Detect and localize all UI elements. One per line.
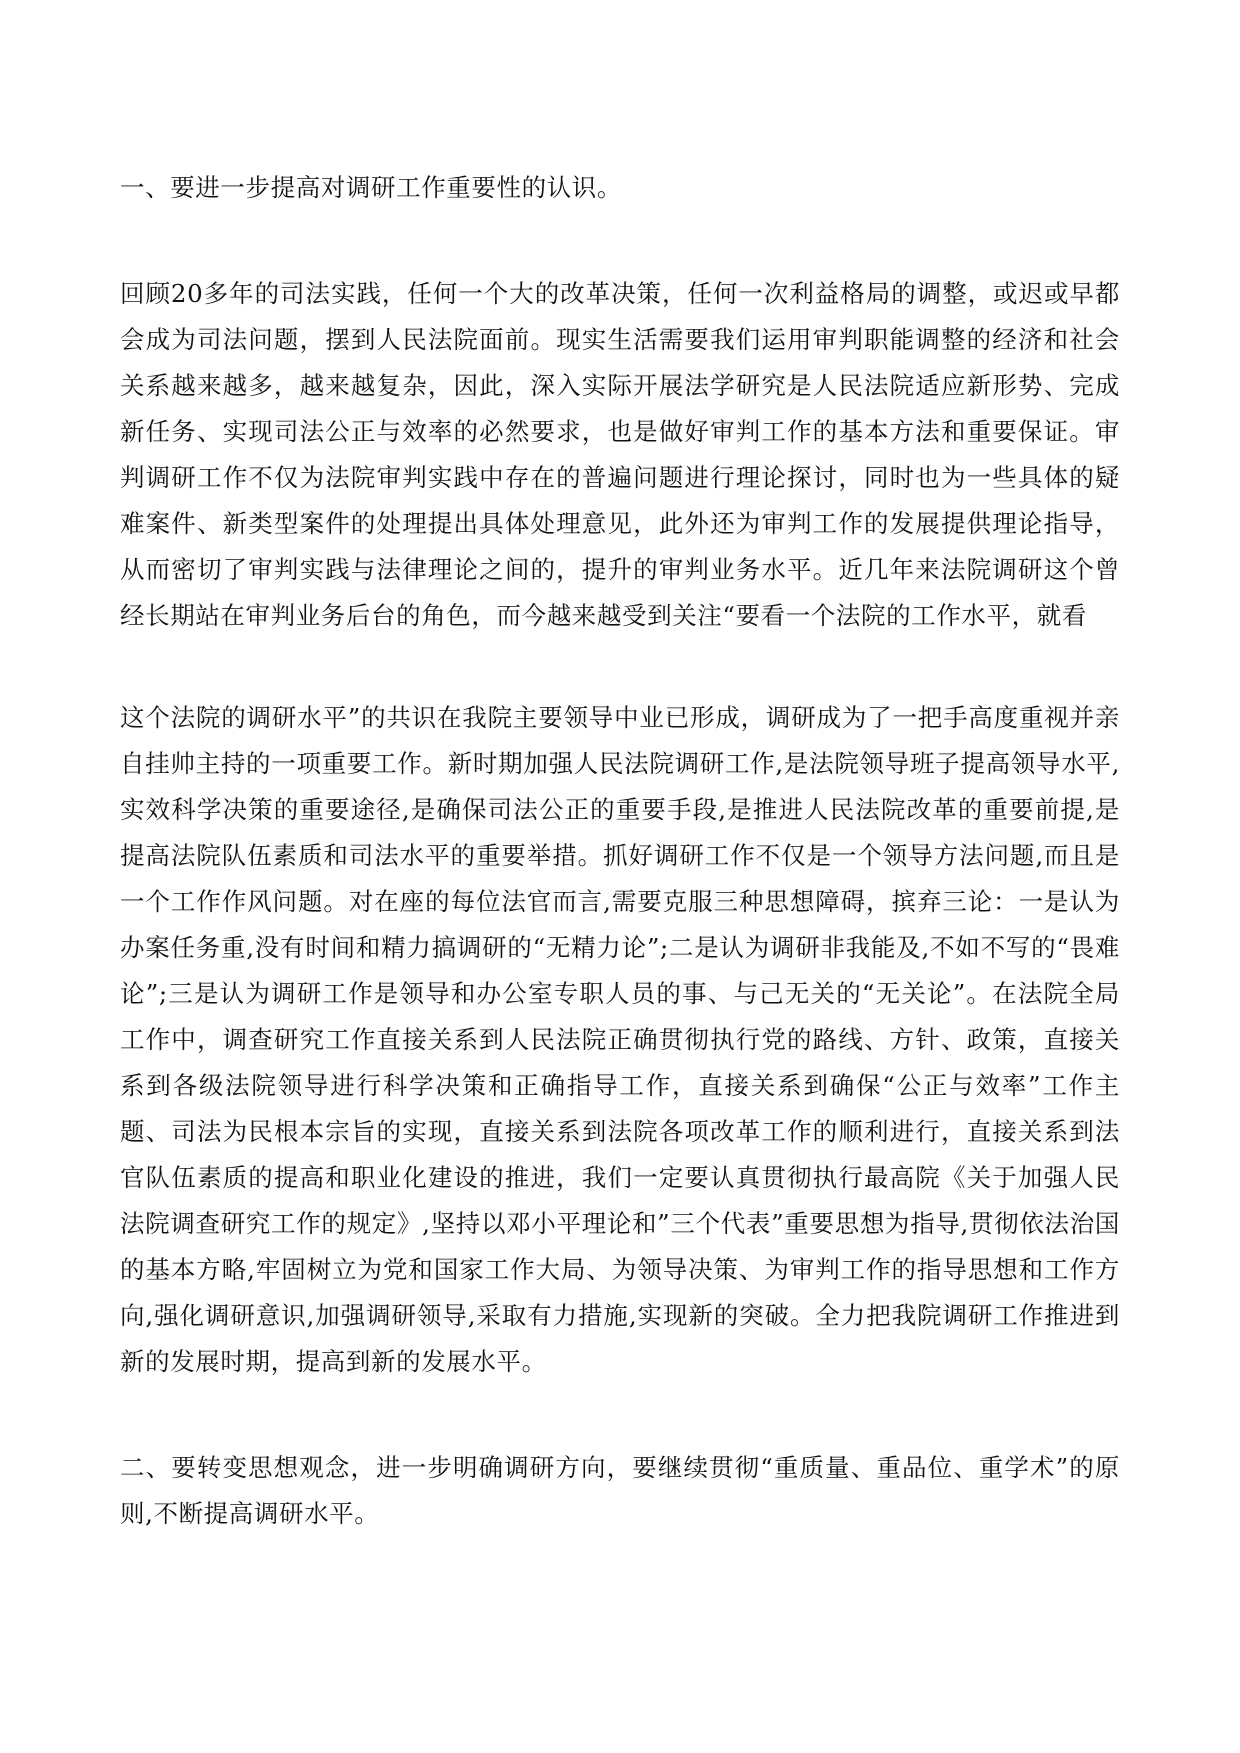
paragraph-1: 回顾20多年的司法实践，任何一个大的改革决策，任何一次利益格局的调整，或迟或早都会成为司法问题，摆到人民法院面前。现实生活需要我们运用审判职能调整的经济和社会关系越来越多，越来越复杂，因此，深入实际开展法学研究是人民法院适应新形势、完成新任务、实现司法公正与效率的必然要求，也是做好审判工作的基本方法和重要保证。审判调研工作不仅为法院审判实践中存在的普遍问题进行理论探讨，同时也为一些具体的疑难案件、新类型案件的处理提出具体处理意见，此外还为审判工作的发展提供理论指导，从而密切了审判实践与法律理论之间的，提升的审判业务水平。近几年来法院调研这个曾经长期站在审判业务后台的角色，而今越来越受到关注“要看一个法院的工作水平，就看 (120, 279, 1120, 630)
section-2-heading: 二、要转变思想观念，进一步明确调研方向，要继续贯彻“重质量、重品位、重学术”的原则,不断提高调研水平。 (120, 1453, 1120, 1528)
section-1-heading: 一、要进一步提高对调研工作重要性的认识。 (120, 173, 622, 202)
paragraph-2: 这个法院的调研水平”的共识在我院主要领导中业已形成，调研成为了一把手高度重视并亲自挂帅主持的一项重要工作。新时期加强人民法院调研工作,是法院领导班子提高领导水平,实效科学决策的重要途径,是确保司法公正的重要手段,是推进人民法院改革的重要前提,是提高法院队伍素质和司法水平的重要举措。抓好调研工作不仅是一个领导方法问题,而且是一个工作作风问题。对在座的每位法官而言,需要克服三种思想障碍，摈弃三论：一是认为办案任务重,没有时间和精力搞调研的“无精力论”;二是认为调研非我能及,不如不写的“畏难论”;三是认为调研工作是领导和办公室专职人员的事、与己无关的“无关论”。在法院全局工作中，调查研究工作直接关系到人民法院正确贯彻执行党的路线、方针、政策，直接关系到各级法院领导进行科学决策和正确指导工作，直接关系到确保“公正与效率”工作主题、司法为民根本宗旨的实现，直接关系到法院各项改革工作的顺利进行，直接关系到法官队伍素质的提高和职业化建设的推进，我们一定要认真贯彻执行最高院《关于加强人民法院调查研究工作的规定》,坚持以邓小平理论和”三个代表”重要思想为指导,贯彻依法治国的基本方略,牢固树立为党和国家工作大局、为领导决策、为审判工作的指导思想和工作方向,强化调研意识,加强调研领导,采取有力措施,实现新的突破。全力把我院调研工作推进到新的发展时期，提高到新的发展水平。 (120, 703, 1120, 1376)
document-page (120, 165, 1120, 1537)
